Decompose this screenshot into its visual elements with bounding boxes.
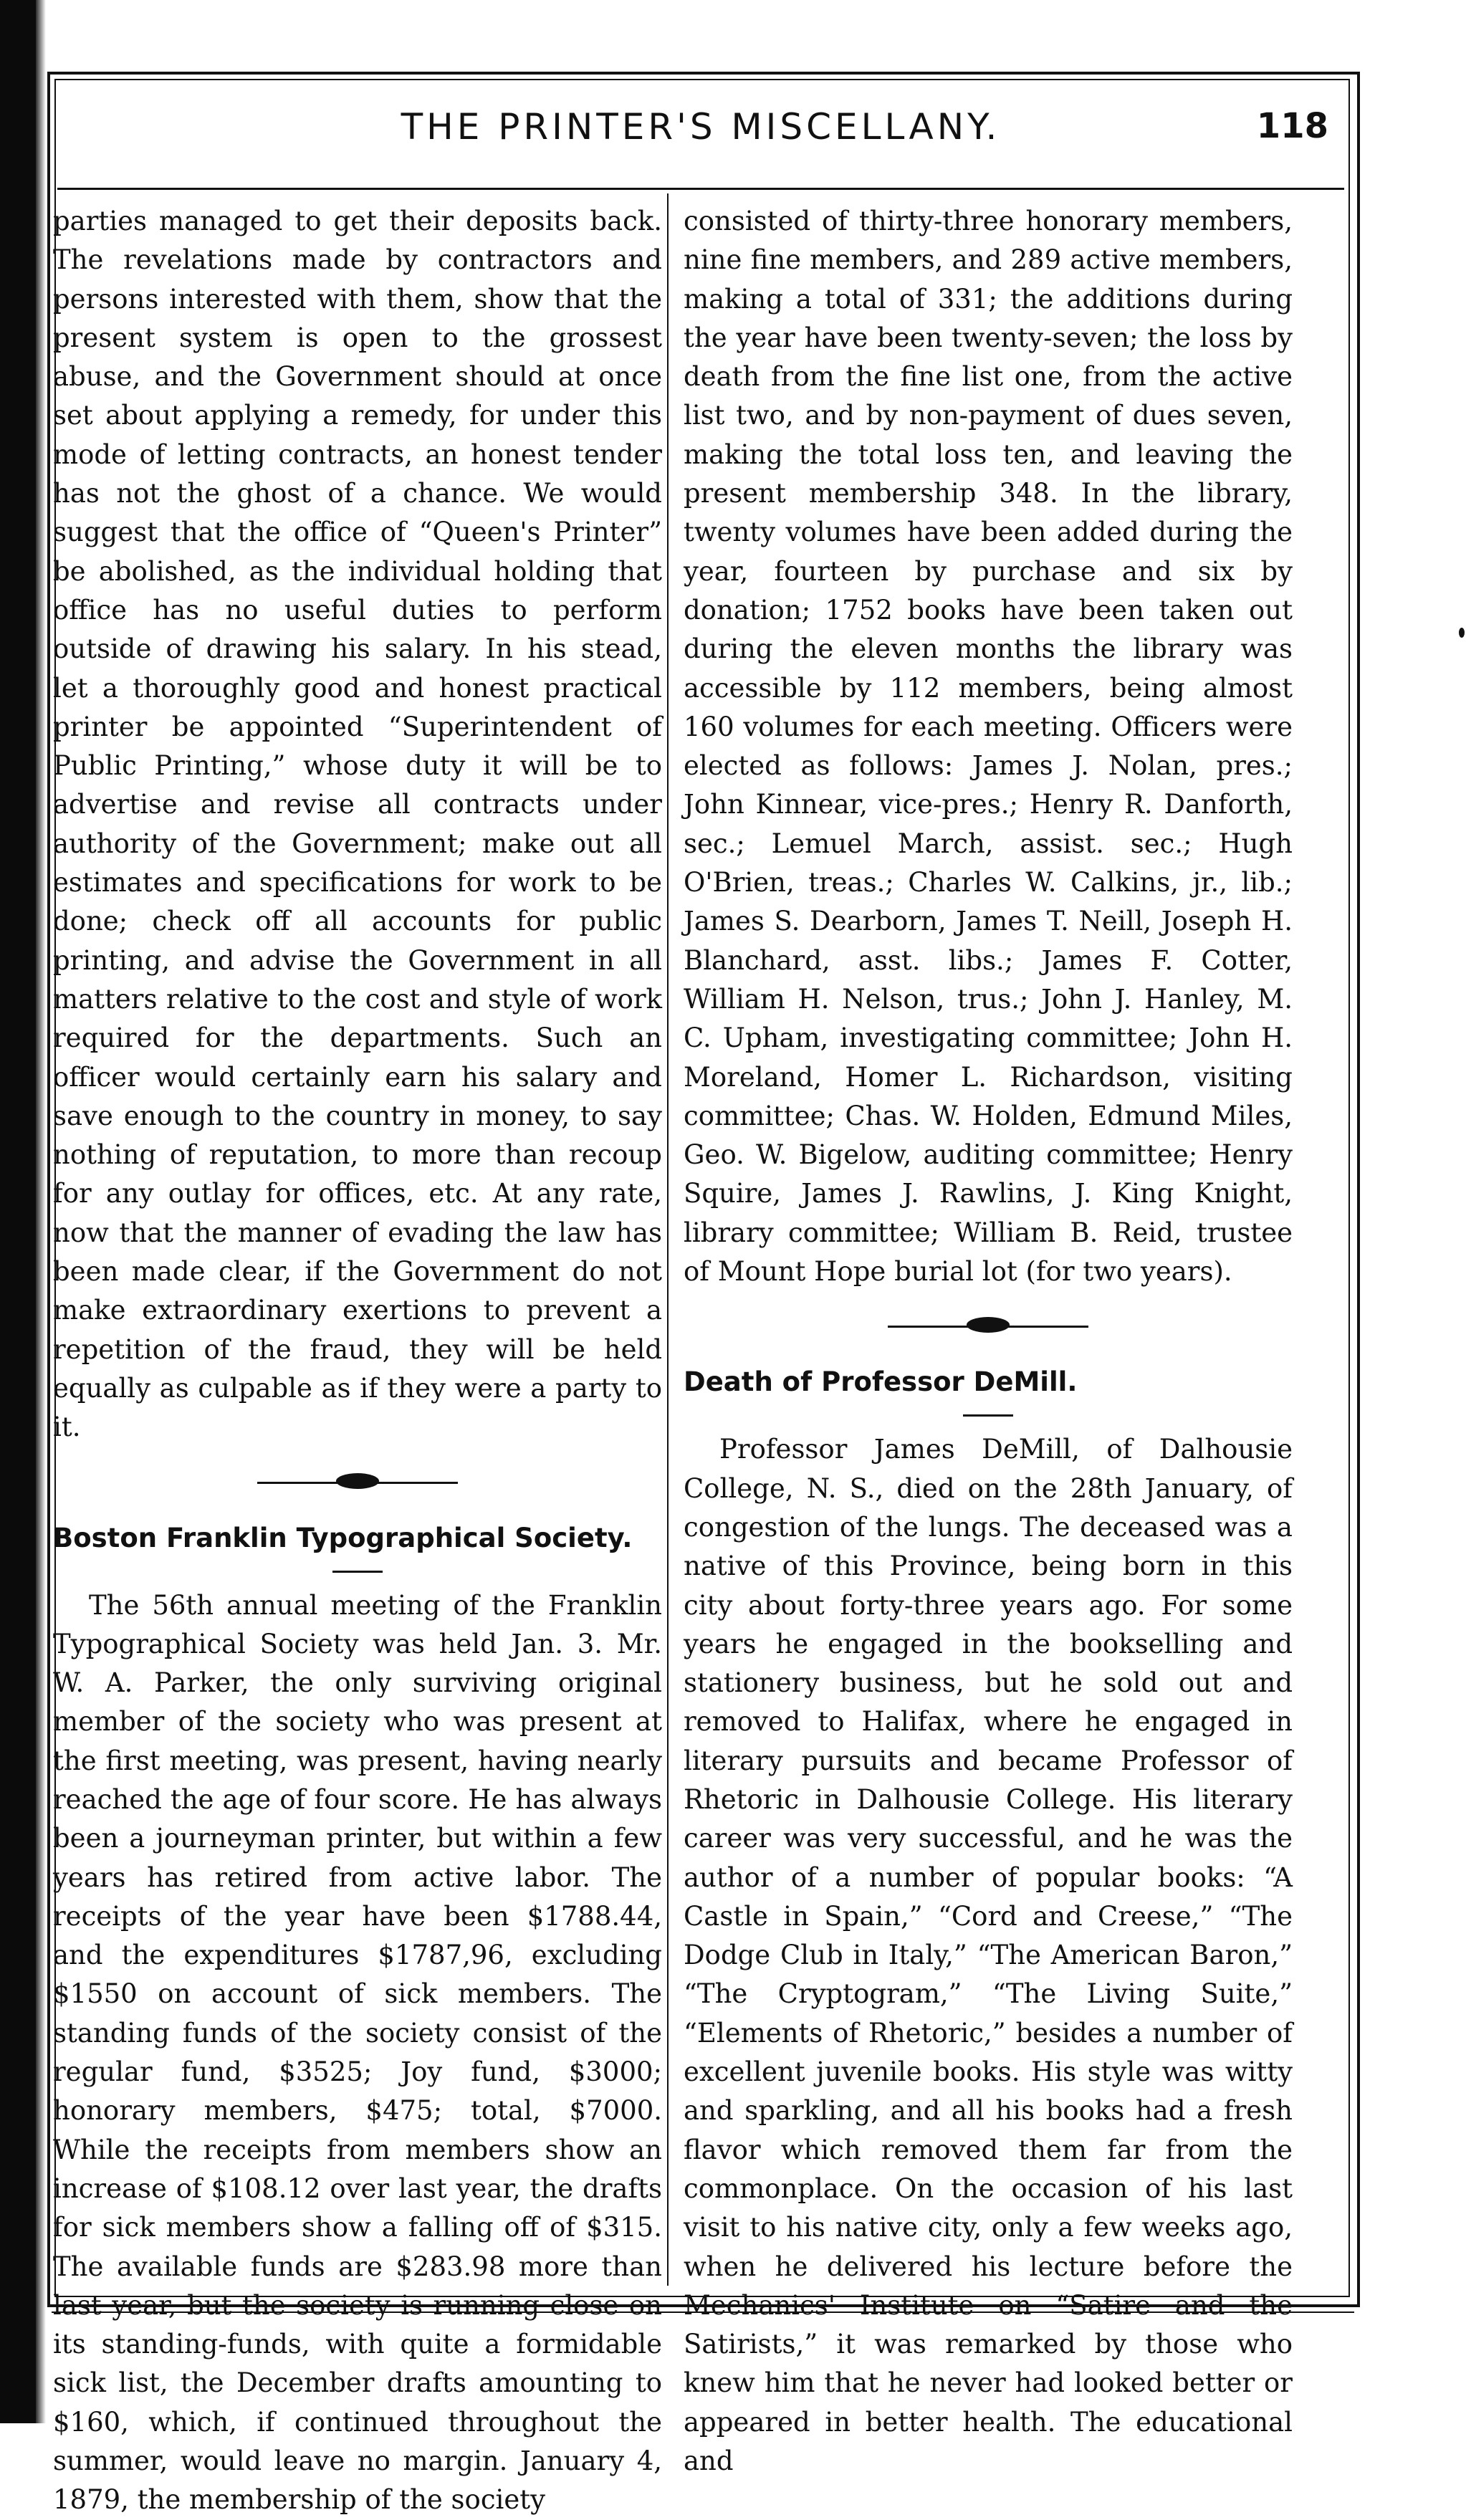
header-rule [57, 188, 1344, 190]
article-body: The 56th annual meeting of the Franklin Typographical Society was held Jan. 3. Mr. W. A. Parker, the only surviving original member of the society who was present at the first meeting, was present, having nearly reached the age of four score. He has always been a journeyman printer, but within a few years has retired from active labor. The receipts of the year have been $1788.44, and the expenditures $1787,96, excluding $1550 on account of sick members. The standing funds of the society consist of the regular fund, $3525; Joy fund, $3000; honorary members, $475; total, $7000. While the receipts from members show an increase of $108.12 over last year, the drafts for sick members show a falling off of $315. The available funds are $283.98 more than last year, but the society is running close on its standing-funds, with quite a formidable sick list, the December drafts amounting to $160, which, if continued throughout the summer, would leave no margin. January 4, 1879, the membership of the society [53, 1589, 662, 2516]
binding-edge [36, 0, 46, 2423]
heading-rule [684, 1402, 1293, 1430]
ornamental-divider [684, 1291, 1293, 1363]
page-number: 118 [1256, 106, 1328, 146]
margin-mark [1459, 628, 1465, 638]
article-continuation: parties managed to get their deposits back. The revelations made by contractors and persons interested with them, show that the present system is open to the grossest abuse, and the Government should at once set about applying a remedy, for under this mode of letting contracts, an honest tender has not the ghost of a chance. We would suggest that the office of “Queen's Printer” be abolished, as the individual holding that office has no useful duties to perform outside of drawing his salary. In his stead, let a thoroughly good and honest practical printer be appointed “Superintendent of Public Printing,” whose duty it will be to advertise and revise all contracts under authority of the Government; make out all estimates and specifications for work to be done; check off all accounts for public printing, and advise the Government in all matters relative to the cost and style of work required for the departments. Such an officer would certainly earn his salary and save enough to the country in money, to say nothing of reputation, to more than recoup for any outlay for offices, etc. At any rate, now that the manner of evading the law has been made clear, if the Government do not make extraordinary exertions to prevent a repetition of the fraud, they will be held equally as culpable as if they were a party to it. [53, 206, 662, 1443]
article-continuation: consisted of thirty-three honorary members, nine fine members, and 289 active members, making a total of 331; the additions during the year have been twenty-seven; the loss by death from the fine list one, from the active list two, and by non-payment of dues seven, making the total loss ten, and leaving the present membership 348. In the library, twenty volumes have been added during the year, fourteen by purchase and six by donation; 1752 books have been taken out during the eleven months the library was accessible by 112 members, being almost 160 volumes for each meeting. Officers were elected as follows: James J. Nolan, pres.; John Kinnear, vice-pres.; Henry R. Danforth, sec.; Lemuel March, assist. sec.; Hugh O'Brien, treas.; Charles W. Calkins, jr., lib.; James S. Dearborn, James T. Neill, Joseph H. Blanchard, asst. libs.; James F. Cotter, William H. Nelson, trus.; John J. Hanley, M. C. Upham, investigating committee; John H. Moreland, Homer L. Richardson, visiting committee; Chas. W. Holden, Edmund Miles, Geo. W. Bigelow, auditing committee; Henry Squire, James J. Rawlins, J. King Knight, library committee; William B. Reid, trustee of Mount Hope burial lot (for two years). [684, 206, 1293, 1288]
page-header [57, 106, 1344, 171]
heading-rule [53, 1558, 662, 1586]
running-title: THE PRINTER'S MISCELLANY. [401, 106, 1001, 148]
binding-shadow [0, 0, 36, 2423]
left-column [53, 202, 662, 2520]
article-heading: Death of Professor DeMill. [684, 1366, 1078, 1398]
bottom-rules [52, 2304, 1354, 2319]
ornamental-divider [53, 1447, 662, 1519]
column-rule [667, 193, 669, 2286]
right-column [684, 202, 1293, 2481]
article-body: Professor James DeMill, of Dalhousie College, N. S., died on the 28th January, of congestion of the lungs. The deceased was a native of this Province, being born in this city about forty-three years ago. For some years he engaged in the bookselling and stationery business, but he sold out and removed to Halifax, where he engaged in literary pursuits and became Professor of Rhetoric in Dalhousie College. His literary career was very successful, and he was the author of a number of popular books: “A Castle in Spain,” “Cord and Creese,” “The Dodge Club in Italy,” “The American Baron,” “The Cryptogram,” “The Living Suite,” “Elements of Rhetoric,” besides a number of excellent juvenile books. His style was witty and sparkling, and all his books had a fresh flavor which removed them far from the commonplace. On the occasion of his last visit to his native city, only a few weeks ago, when he delivered his lecture before the Mechanics' Institute on “Satire and the Satirists,” it was remarked by those who knew him that he never had looked better or appeared in better health. The educational and [684, 1434, 1293, 2477]
article-heading: Boston Franklin Typographical Society. [53, 1522, 633, 1553]
divider-ornament [967, 1317, 1010, 1333]
divider-ornament [336, 1473, 379, 1489]
